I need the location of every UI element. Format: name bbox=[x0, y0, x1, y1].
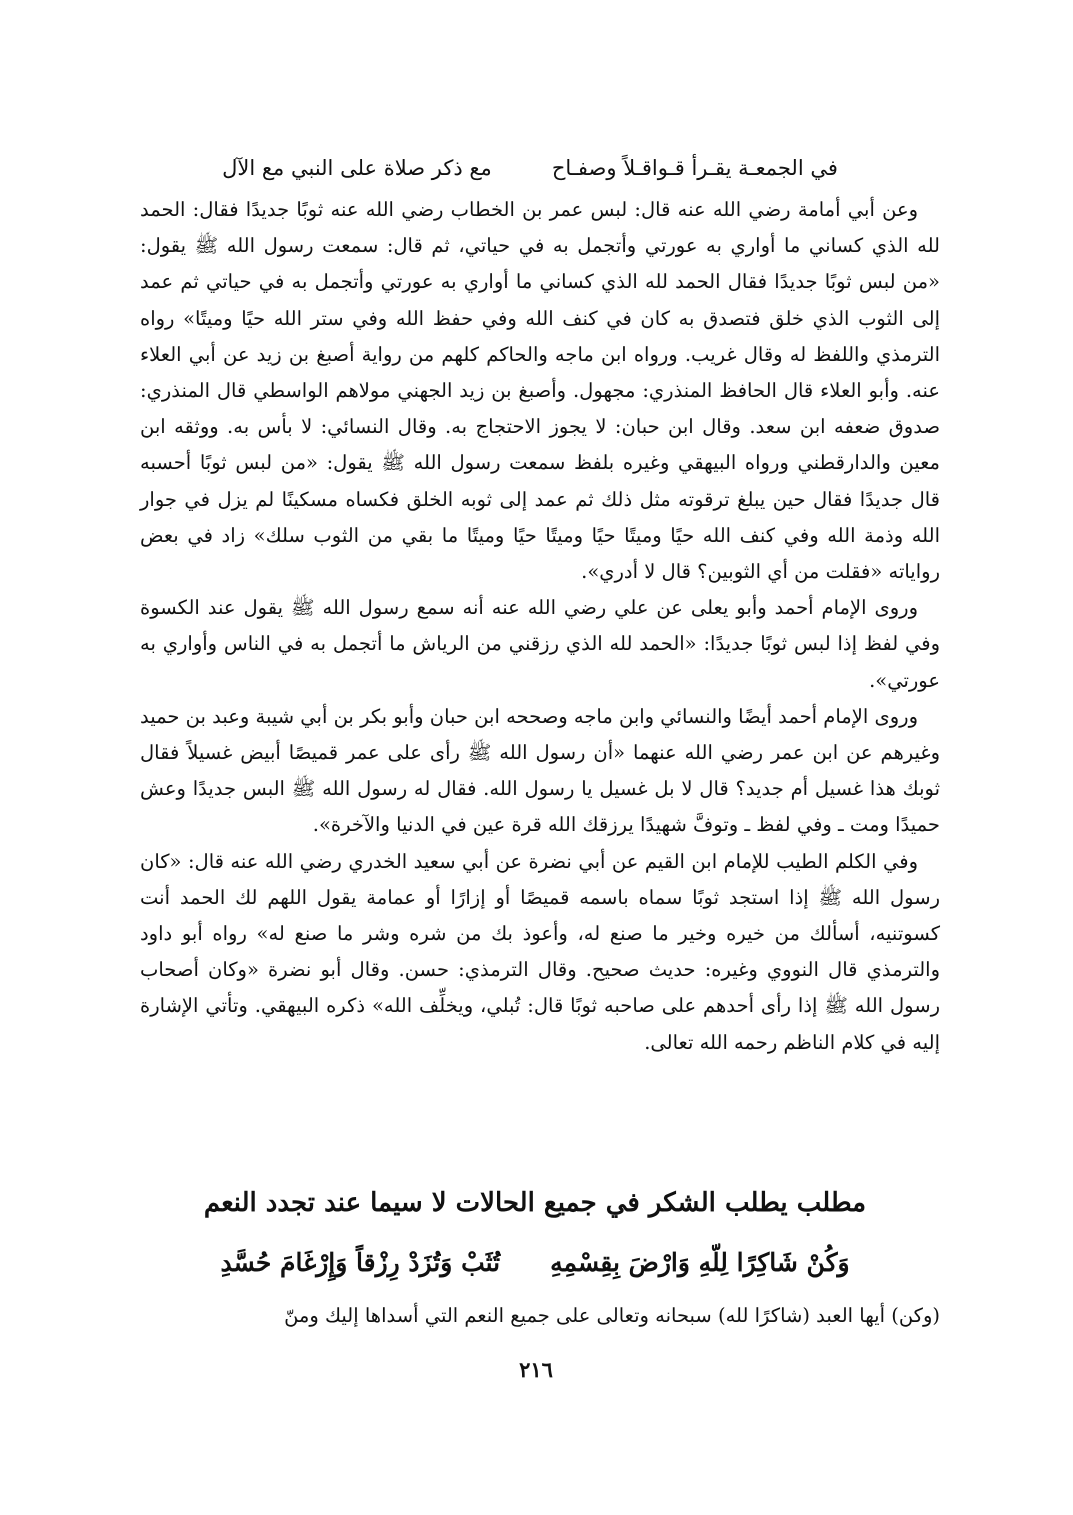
paragraph-ali-hadith: وروى الإمام أحمد وأبو يعلى عن علي رضي الله عنه أنه سمع رسول الله ﷺ يقول عند الكسوة وفي لفظ إذا لبس ثوبًا جديدًا: «الحمد لله الذي رزقني من الرياش ما أتجمل به في الناس وأواري به عورتي». bbox=[140, 596, 940, 692]
section-heading: مطلب يطلب الشكر في جميع الحالات لا سيما عند تجدد النعم bbox=[203, 1188, 867, 1218]
poem-hemistich-first: وَكُنْ شَاكِرًا لِلّهِ وَارْضَ بِقِسْمِهِ bbox=[550, 1248, 850, 1277]
poem-hemistich-second: تُثَبْ وَتُزَدْ رِزْقاً وَإِرْغَامَ حُسَّدِ bbox=[220, 1248, 501, 1277]
paragraph-umar-hadith: وعن أبي أمامة رضي الله عنه قال: لبس عمر بن الخطاب رضي الله عنه ثوبًا جديدًا فقال: الحمد لله الذي كساني ما أواري به عورتي وأتجمل به في حياتي، ثم قال: سمعت رسول الله ﷺ يقول: «من لبس ثوبًا جديدًا فقال الحمد لله الذي كساني ما أواري به عورتي وأتجمل به في حياتي ثم عمد إلى الثوب الذي خلق فتصدق به كان في كنف الله وفي حفظ الله وفي ستر الله حيًا وميتًا» رواه الترمذي واللفظ له وقال غريب. ورواه ابن ماجه والحاكم كلهم من رواية أصبغ بن زيد عن أبي العلاء عنه. وأبو العلاء قال الحافظ المنذري: مجهول. وأصبغ بن زيد الجهني مولاهم الواسطي قال المنذري: صدوق ضعفه ابن سعد. وقال ابن حبان: لا يجوز الاحتجاج به. وقال النسائي: لا بأس به. ووثقه ابن معين والدارقطني ورواه البيهقي وغيره بلفظ سمعت رسول الله ﷺ يقول: «من لبس ثوبًا أحسبه قال جديدًا فقال حين يبلغ ترقوته مثل ذلك ثم عمد إلى ثوبه الخلق فكساه مسكينًا لم يزل في جوار الله وذمة الله وفي كنف الله حيًا وميتًا حيًا وميتًا حيًا وميتًا ما بقي من الثوب سلك» زاد في بعض رواياته «فقلت من أي الثوبين؟ قال لا أدري». bbox=[140, 198, 940, 584]
verse-hemistich-second: مع ذكر صلاة على النبي مع الآل bbox=[222, 156, 492, 180]
explanation-text: (وكن) أيها العبد (شاكرًا لله) سبحانه وتعالى على جميع النعم التي أسداها إليك ومنّ bbox=[284, 1304, 940, 1327]
page-number: ٢١٦ bbox=[519, 1357, 553, 1382]
paragraph-abu-said-hadith: وفي الكلم الطيب للإمام ابن القيم عن أبي نضرة عن أبي سعيد الخدري رضي الله عنه قال: «كان رسول الله ﷺ إذا استجد ثوبًا سماه باسمه قميصًا أو إزارًا أو عمامة يقول اللهم لك الحمد أنت كسوتنيه، أسألك من خيره وخير ما صنع له، وأعوذ بك من شره وشر ما صنع له» رواه أبو داود والترمذي قال النووي وغيره: حديث صحيح. وقال الترمذي: حسن. وقال أبو نضرة «وكان أصحاب رسول الله ﷺ إذا رأى أحدهم على صاحبه ثوبًا قال: تُبلي، ويخلِّف الله» ذكره البيهقي. وتأتي الإشارة إليه في كلام الناظم رحمه الله تعالى. bbox=[140, 849, 940, 1054]
body-text bbox=[140, 192, 940, 1061]
verse-hemistich-first: في الجمعـة يقـرأ قـواقـلاً وصفـاح bbox=[551, 156, 838, 180]
poem-line bbox=[120, 1240, 950, 1286]
paragraph-ibn-umar-hadith: وروى الإمام أحمد أيضًا والنسائي وابن ماجه وصححه ابن حبان وأبو بكر بن أبي شيبة وعبد بن حميد وغيرهم عن ابن عمر رضي الله عنهما «أن رسول الله ﷺ رأى على عمر قميصًا أبيض غسيلاً فقال ثوبك هذا غسيل أم جديد؟ قال لا بل غسيل يا رسول الله. فقال له رسول الله ﷺ البس جديدًا وعش حميدًا ومت ـ وفي لفظ ـ وتوفَّ شهيدًا يرزقك الله قرة عين في الدنيا والآخرة». bbox=[140, 704, 940, 837]
verse-line bbox=[120, 148, 940, 188]
